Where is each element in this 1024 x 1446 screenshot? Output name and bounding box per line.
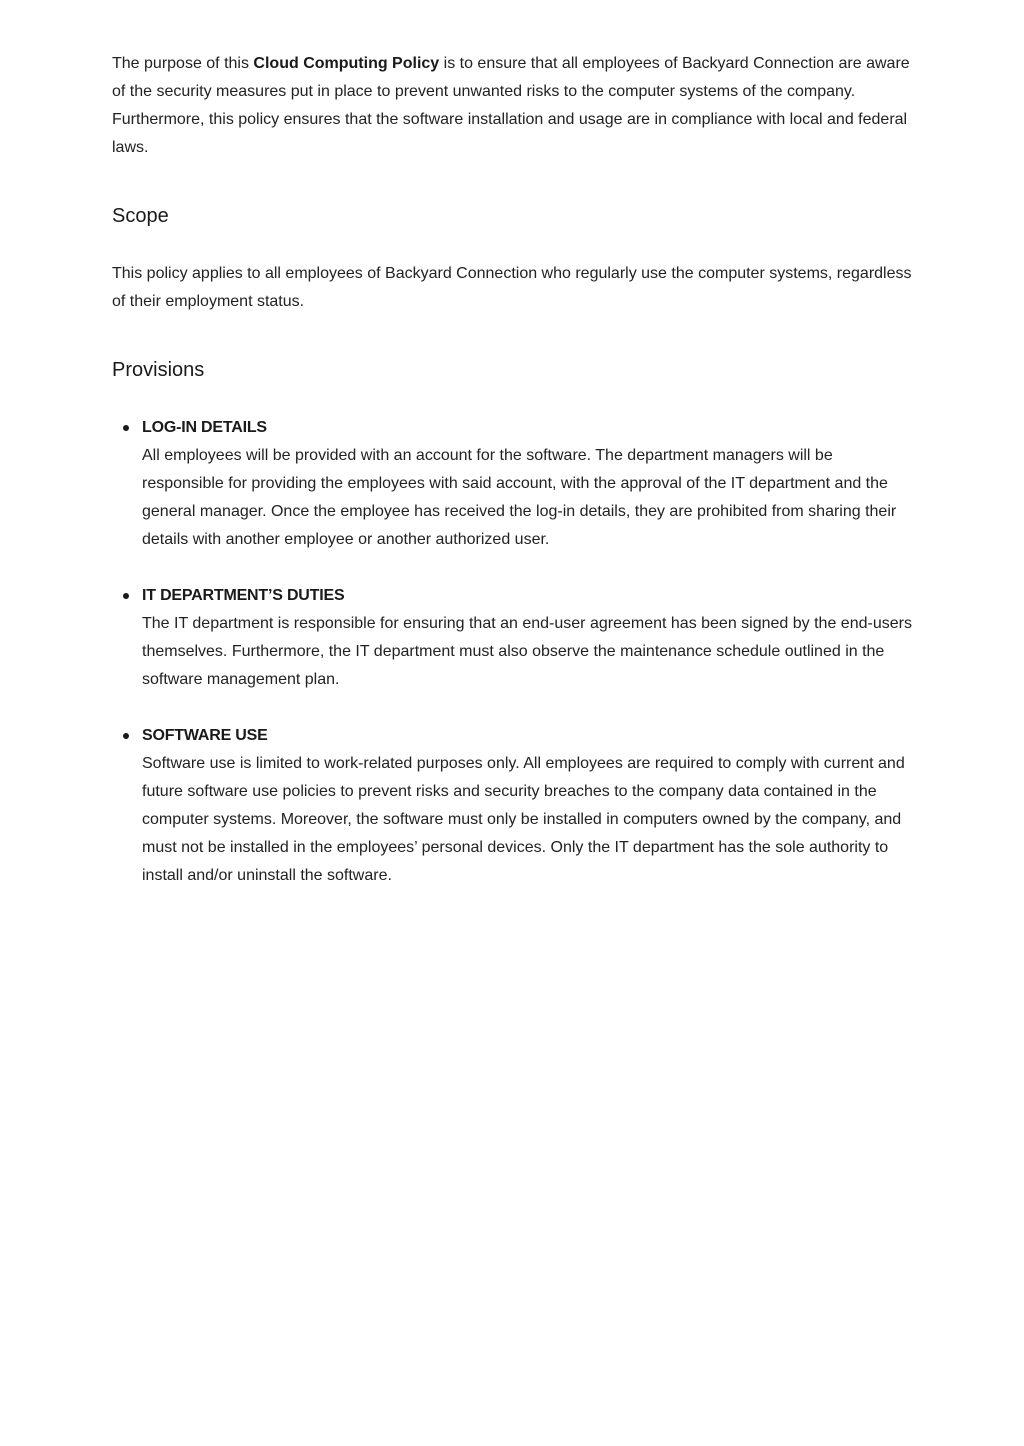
- provision-heading: SOFTWARE USE: [142, 727, 268, 744]
- list-item: [142, 582, 912, 694]
- provision-body: The IT department is responsible for ensuring that an end-user agreement has been signed by the end-users themselves. Furthermore, the IT department must also observe the maintenance schedule outlined in the software management plan.: [142, 615, 912, 688]
- intro-paragraph: [112, 50, 912, 162]
- list-item: [142, 414, 912, 554]
- intro-text-after: is to ensure that all employees of Backyard Connection are aware of the security measures put in place to prevent unwanted risks to the computer systems of the company. Furthermore, this policy ensures that the software installation and usage are in compliance with local and federal laws.: [112, 55, 910, 156]
- provision-body: All employees will be provided with an account for the software. The department managers will be responsible for providing the employees with said account, with the approval of the IT department and the general manager. Once the employee has received the log-in details, they are prohibited from sharing their details with another employee or another authorized user.: [142, 447, 897, 548]
- intro-text-before: The purpose of this: [112, 55, 254, 72]
- provisions-list: [112, 414, 912, 890]
- provisions-heading: Provisions: [112, 359, 205, 381]
- policy-document: [112, 50, 912, 918]
- provision-body: Software use is limited to work-related purposes only. All employees are required to comply with current and future software use policies to prevent risks and security breaches to the company data contained in the computer systems. Moreover, the software must only be installed in computers owned by the company, and must not be installed in the employees’ personal devices. Only the IT department has the sole authority to install and/or uninstall the software.: [142, 755, 905, 884]
- provision-heading: LOG-IN DETAILS: [142, 419, 267, 436]
- bullet-icon: [123, 593, 129, 599]
- list-item: [142, 722, 912, 890]
- scope-heading: Scope: [112, 205, 169, 227]
- policy-name: Cloud Computing Policy: [253, 55, 440, 72]
- bullet-icon: [123, 733, 129, 739]
- provision-heading: IT DEPARTMENT’S DUTIES: [142, 587, 345, 604]
- bullet-icon: [123, 425, 129, 431]
- scope-paragraph: This policy applies to all employees of Backyard Connection who regularly use the computer systems, regardless of their employment status.: [112, 265, 912, 310]
